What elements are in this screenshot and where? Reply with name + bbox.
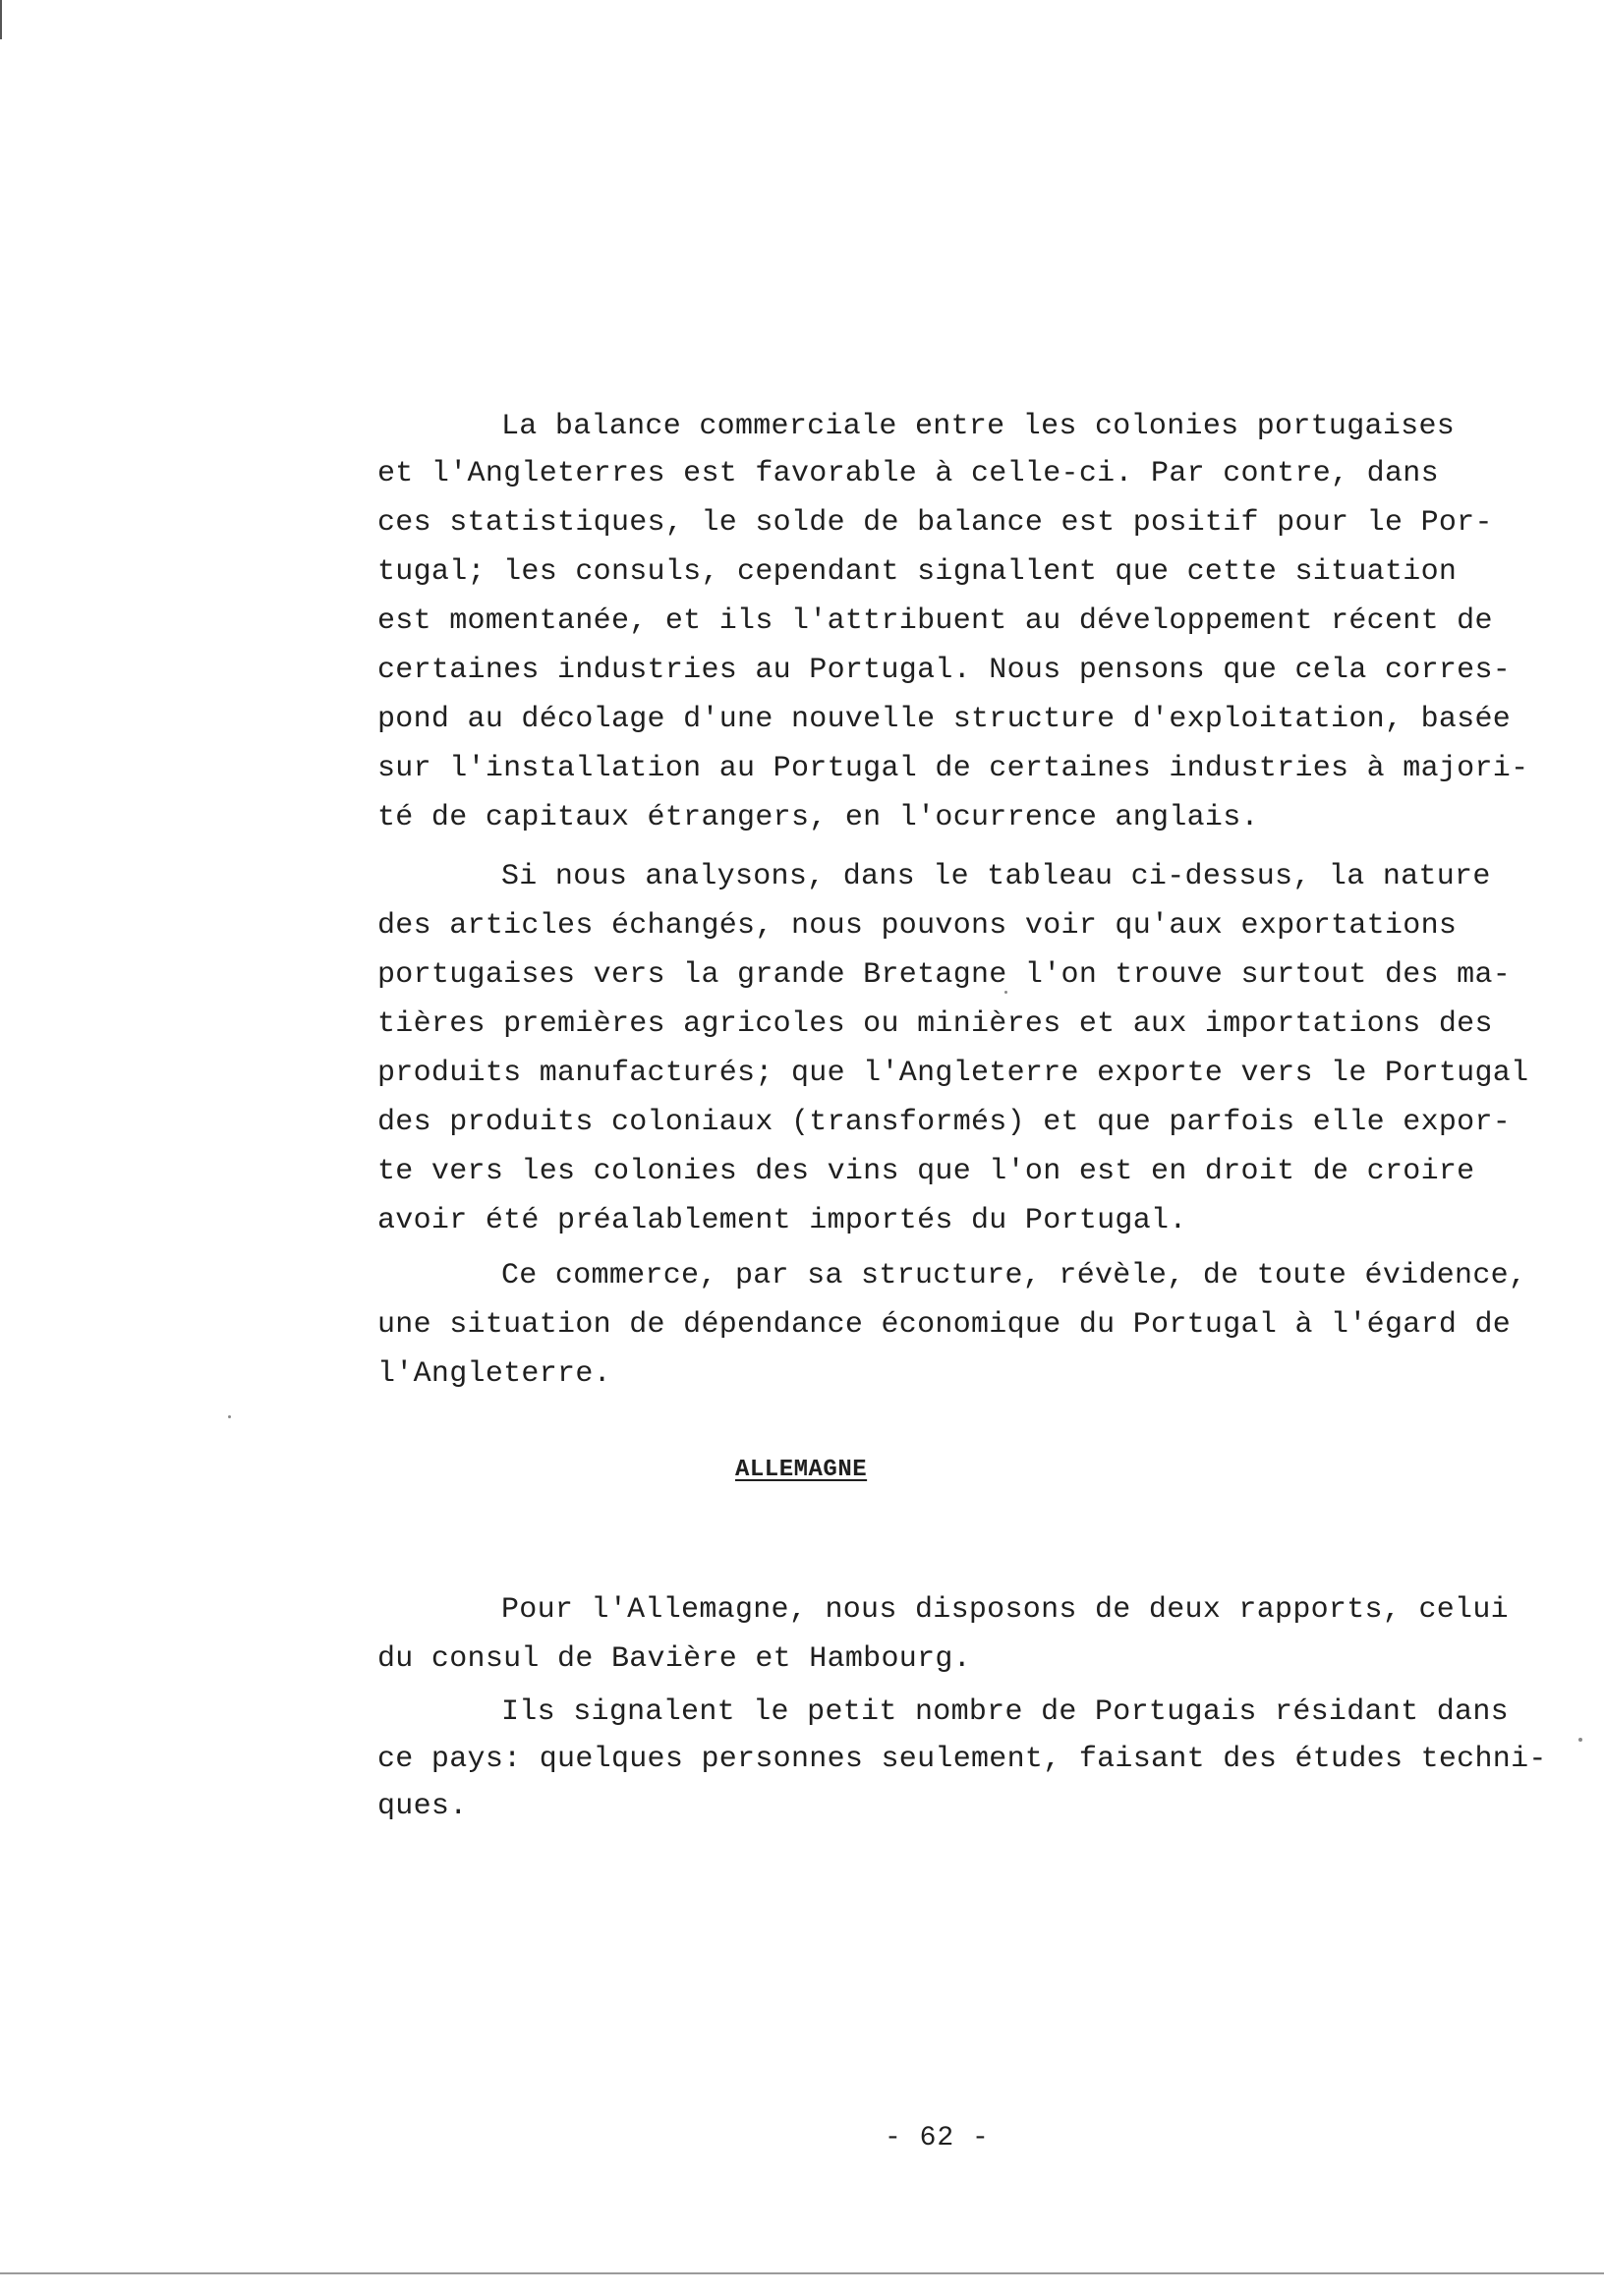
text-line: Ils signalent le petit nombre de Portugais résidant dans	[501, 1695, 1509, 1729]
text-line: pond au décolage d'une nouvelle structure d'exploitation, basée	[377, 703, 1512, 736]
scan-edge-mark	[0, 0, 2, 39]
text-line: et l'Angleterres est favorable à celle-ci. Par contre, dans	[377, 457, 1439, 490]
text-line: est momentanée, et ils l'attribuent au développement récent de	[377, 604, 1493, 638]
text-line: Ce commerce, par sa structure, révèle, de toute évidence,	[501, 1259, 1527, 1292]
text-line: sur l'installation au Portugal de certaines industries à majori-	[377, 752, 1529, 785]
text-line: avoir été préalablement importés du Portugal.	[377, 1204, 1187, 1237]
text-line: Pour l'Allemagne, nous disposons de deux rapports, celui	[501, 1593, 1509, 1627]
text-line: ce pays: quelques personnes seulement, faisant des études techni-	[377, 1743, 1547, 1776]
text-line: une situation de dépendance économique du Portugal à l'égard de	[377, 1308, 1512, 1342]
text-line: du consul de Bavière et Hambourg.	[377, 1642, 971, 1676]
text-line: produits manufacturés; que l'Angleterre exporte vers le Portugal	[377, 1057, 1529, 1090]
scan-speck	[1578, 1738, 1582, 1742]
section-heading: ALLEMAGNE	[735, 1457, 868, 1483]
text-line: ces statistiques, le solde de balance est positif pour le Por-	[377, 506, 1493, 540]
text-line: te vers les colonies des vins que l'on est en droit de croire	[377, 1155, 1475, 1188]
text-line: té de capitaux étrangers, en l'ocurrence anglais.	[377, 801, 1259, 834]
text-line: Si nous analysons, dans le tableau ci-dessus, la nature	[501, 860, 1491, 893]
text-line: portugaises vers la grande Bretagne l'on trouve surtout des ma-	[377, 958, 1512, 992]
text-line: tugal; les consuls, cependant signallent que cette situation	[377, 555, 1458, 589]
scan-bottom-line	[0, 2272, 1604, 2274]
text-line: des produits coloniaux (transformés) et que parfois elle expor-	[377, 1106, 1512, 1139]
scan-speck	[228, 1415, 231, 1418]
text-line: l'Angleterre.	[377, 1357, 611, 1391]
text-line: certaines industries au Portugal. Nous pensons que cela corres-	[377, 654, 1512, 687]
text-line: ques.	[377, 1790, 468, 1823]
text-line: tières premières agricoles ou minières et aux importations des	[377, 1007, 1493, 1041]
page-number: - 62 -	[885, 2123, 990, 2153]
text-line: des articles échangés, nous pouvons voir qu'aux exportations	[377, 909, 1458, 943]
text-line: La balance commerciale entre les colonies portugaises	[501, 410, 1456, 443]
